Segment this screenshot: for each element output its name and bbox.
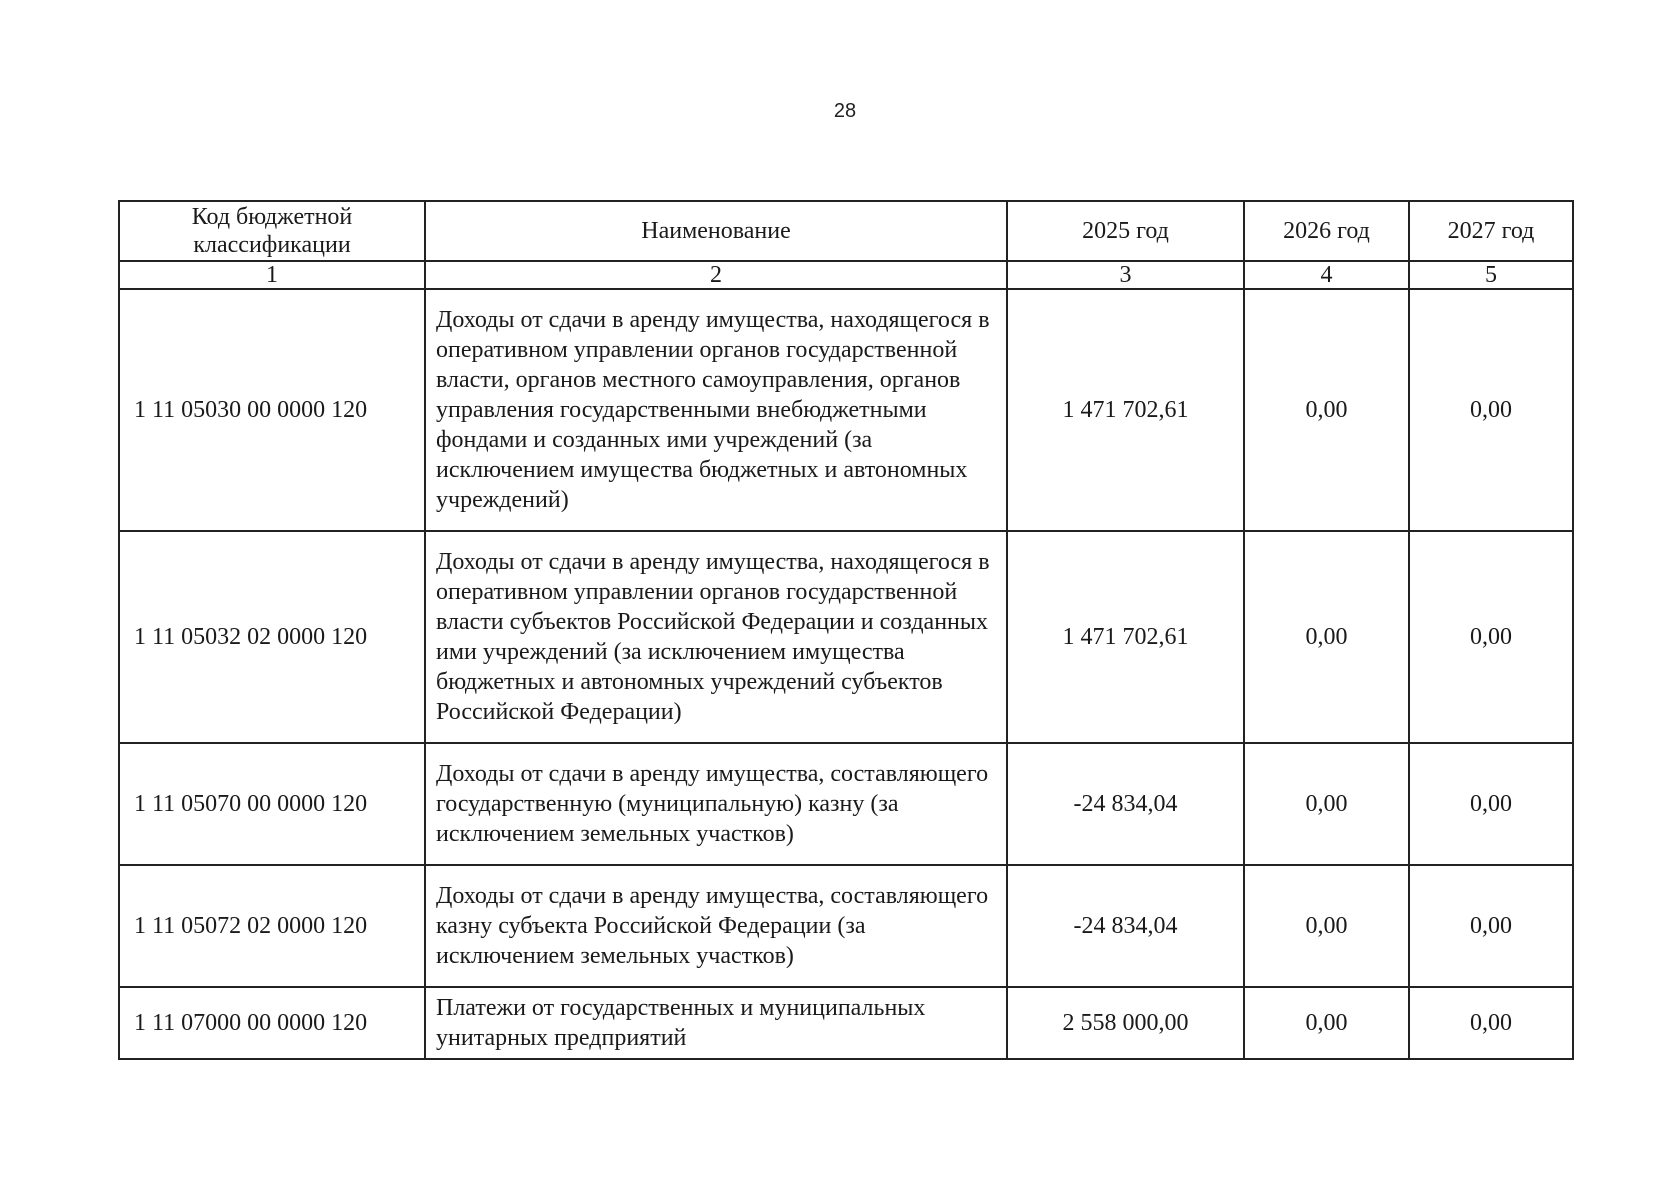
amount-2026-cell: 0,00: [1244, 289, 1409, 531]
table-row: [119, 289, 1573, 531]
amount-2025-cell: 1 471 702,61: [1007, 289, 1244, 531]
amount-2025-cell: -24 834,04: [1007, 743, 1244, 865]
amount-2026-cell: 0,00: [1244, 987, 1409, 1059]
column-number: 4: [1244, 261, 1409, 289]
revenue-name-cell: Доходы от сдачи в аренду имущества, находящегося в оперативном управлении органов государственной власти, органов местного самоуправления, органов управления государственными внебюджетными фондами и созданных ими учреждений (за исключением имущества бюджетных и автономных учреждений): [425, 289, 1007, 531]
header-2026: 2026 год: [1244, 201, 1409, 261]
amount-2027-cell: 0,00: [1409, 531, 1573, 743]
table-header-row: [119, 201, 1573, 261]
budget-code-cell: 1 11 05030 00 0000 120: [119, 289, 425, 531]
table-row: [119, 987, 1573, 1059]
amount-2026-cell: 0,00: [1244, 865, 1409, 987]
amount-2027-cell: 0,00: [1409, 289, 1573, 531]
table-row: [119, 531, 1573, 743]
page-number: 28: [833, 100, 857, 122]
amount-2026-cell: 0,00: [1244, 531, 1409, 743]
revenue-name-cell: Доходы от сдачи в аренду имущества, составляющего казну субъекта Российской Федерации (за исключением земельных участков): [425, 865, 1007, 987]
header-2025: 2025 год: [1007, 201, 1244, 261]
amount-2025-cell: -24 834,04: [1007, 865, 1244, 987]
column-number-row: [119, 261, 1573, 289]
table-row: [119, 865, 1573, 987]
column-number: 2: [425, 261, 1007, 289]
header-name: Наименование: [425, 201, 1007, 261]
amount-2027-cell: 0,00: [1409, 987, 1573, 1059]
budget-revenue-table: [118, 200, 1574, 1060]
amount-2025-cell: 2 558 000,00: [1007, 987, 1244, 1059]
revenue-name-cell: Платежи от государственных и муниципальных унитарных предприятий: [425, 987, 1007, 1059]
amount-2026-cell: 0,00: [1244, 743, 1409, 865]
amount-2027-cell: 0,00: [1409, 865, 1573, 987]
header-2027: 2027 год: [1409, 201, 1573, 261]
header-code: Код бюджетной классификации: [119, 201, 425, 261]
budget-code-cell: 1 11 05072 02 0000 120: [119, 865, 425, 987]
column-number: 1: [119, 261, 425, 289]
column-number: 5: [1409, 261, 1573, 289]
budget-code-cell: 1 11 05070 00 0000 120: [119, 743, 425, 865]
amount-2025-cell: 1 471 702,61: [1007, 531, 1244, 743]
budget-code-cell: 1 11 05032 02 0000 120: [119, 531, 425, 743]
amount-2027-cell: 0,00: [1409, 743, 1573, 865]
revenue-name-cell: Доходы от сдачи в аренду имущества, находящегося в оперативном управлении органов государственной власти субъектов Российской Федерации и созданных ими учреждений (за исключением имущества бюджетных и автономных учреждений субъектов Российской Федерации): [425, 531, 1007, 743]
table-row: [119, 743, 1573, 865]
column-number: 3: [1007, 261, 1244, 289]
revenue-name-cell: Доходы от сдачи в аренду имущества, составляющего государственную (муниципальную) казну (за исключением земельных участков): [425, 743, 1007, 865]
budget-code-cell: 1 11 07000 00 0000 120: [119, 987, 425, 1059]
